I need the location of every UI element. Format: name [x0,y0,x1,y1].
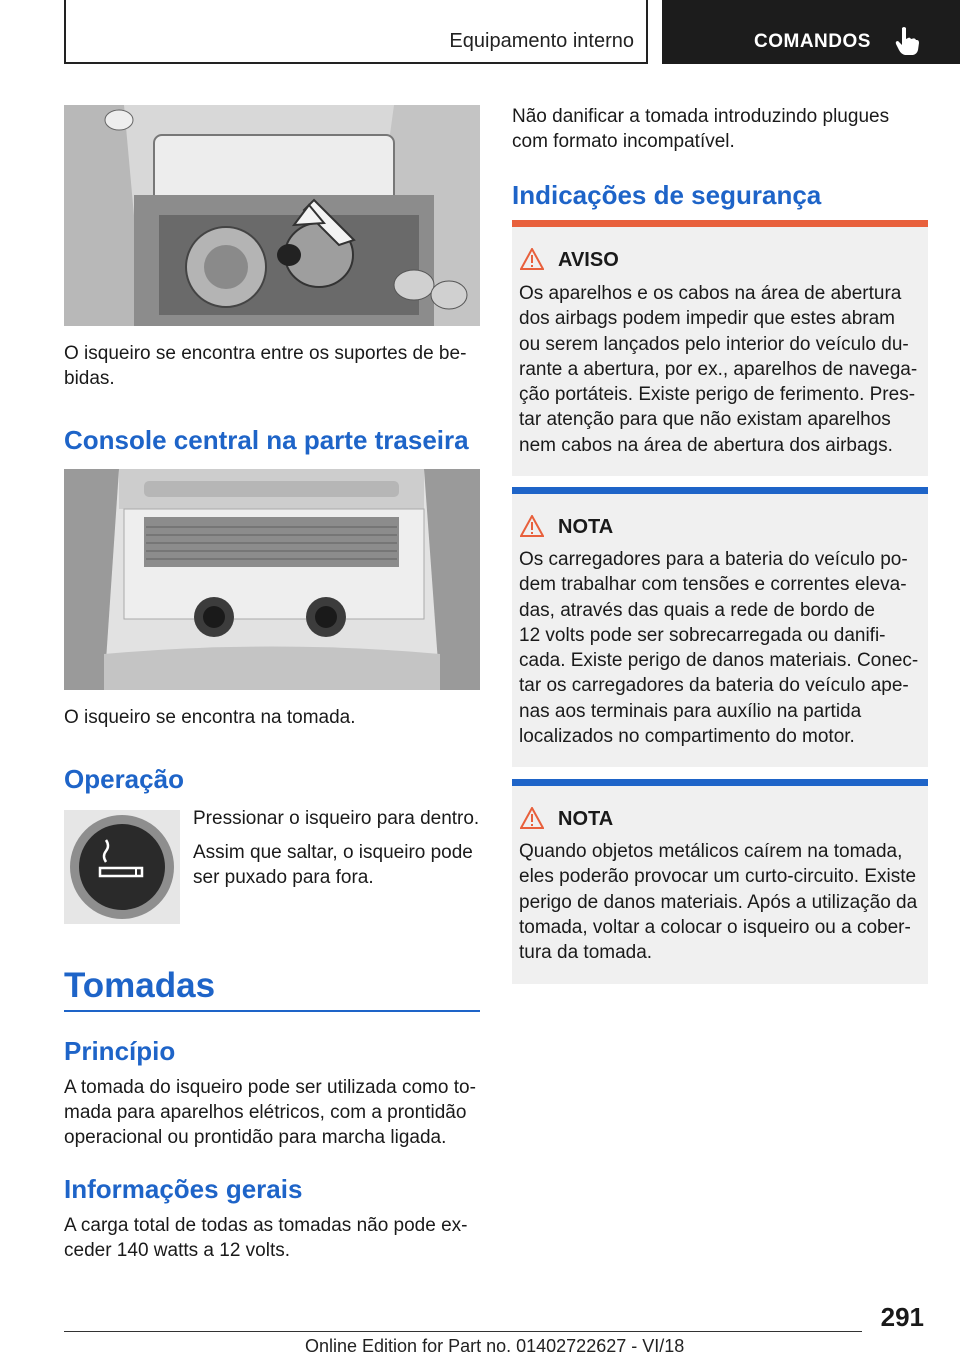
cigarette-lighter-icon [64,810,180,924]
warning-text: Os aparelhos e os cabos na área de abertura dos airbags podem impedir que estes abram ou serem lançados pelo interior do veículo du- rante a abertura, por ex., aparelhos de navega- ção portáteis. Existe perigo de ferimento. Pres- tar atenção para que não existam aparelhos nem cabos na área de abertura dos airbags. [519,283,918,456]
general-info-text: A carga total de todas as tomadas não pode ex- ceder 140 watts a 12 volts. [64,1215,468,1261]
notice-title-charger: NOTA [558,516,614,538]
hand-pointer-icon [894,26,920,56]
operation-step-press: Pressionar o isqueiro para dentro. [193,808,480,829]
warning-bar [512,220,928,227]
warning-title: AVISO [558,249,619,271]
heading-operation: Operação [64,764,184,794]
cupholder-lighter-photo [64,105,480,326]
notice-title-metal-objects: NOTA [558,808,614,830]
header-section-box [64,0,648,64]
warning-triangle-icon [520,807,544,829]
header-chapter-title: COMANDOS [754,31,871,52]
caption-lighter-location: O isqueiro se encontra entre os suportes de be- bidas. [64,343,467,389]
caption-lighter-socket: O isqueiro se encontra na tomada. [64,707,356,728]
page-number: 291 [880,1302,924,1332]
heading-sockets-rule [64,1010,480,1012]
heading-rear-console: Console central na parte traseira [64,425,469,455]
heading-general-info: Informações gerais [64,1174,303,1204]
warning-triangle-icon [520,248,544,270]
rear-console-photo [64,469,480,690]
notice-bar-metal-objects [512,779,928,786]
header-section-title: Equipamento interno [449,30,634,52]
notice-box-charger [512,487,928,767]
heading-safety: Indicações de segurança [512,180,822,210]
notice-box-metal-objects [512,779,928,984]
warning-box [512,220,928,476]
principle-text: A tomada do isqueiro pode ser utilizada como to- mada para aparelhos elétricos, com a prontidão operacional ou prontidão para marcha ligada. [64,1077,476,1148]
heading-sockets: Tomadas [64,966,216,1005]
footer-rule [64,1331,862,1332]
notice-text-metal-objects: Quando objetos metálicos caírem na tomada, eles poderão provocar um curto-circuito. Existe perigo de danos materiais. Após a utilização da tomada, voltar a colocar o isqueiro ou a cober- tura da tomada. [519,841,918,964]
intro-text: Não danificar a tomada introduzindo plugues com formato incompatível. [512,106,890,152]
header-chapter-tab [662,0,960,64]
heading-principle: Princípio [64,1036,176,1066]
operation-step-pull: Assim que saltar, o isqueiro pode ser puxado para fora. [193,842,473,888]
notice-bar-charger [512,487,928,494]
warning-triangle-icon [520,515,544,537]
footer-edition: Online Edition for Part no. 01402722627 - VI/18 [305,1336,685,1356]
notice-text-charger: Os carregadores para a bateria do veículo po- dem trabalhar com tensões e correntes eleva- das, através das quais a rede de bordo de 12 volts pode ser sobrecarregada ou danifi- cada. Existe perigo de danos materiais. Conec- tar os carregadores da bateria do veículo ape- nas aos terminais para auxílio na partida localizados no compartimento do motor. [519,549,919,748]
